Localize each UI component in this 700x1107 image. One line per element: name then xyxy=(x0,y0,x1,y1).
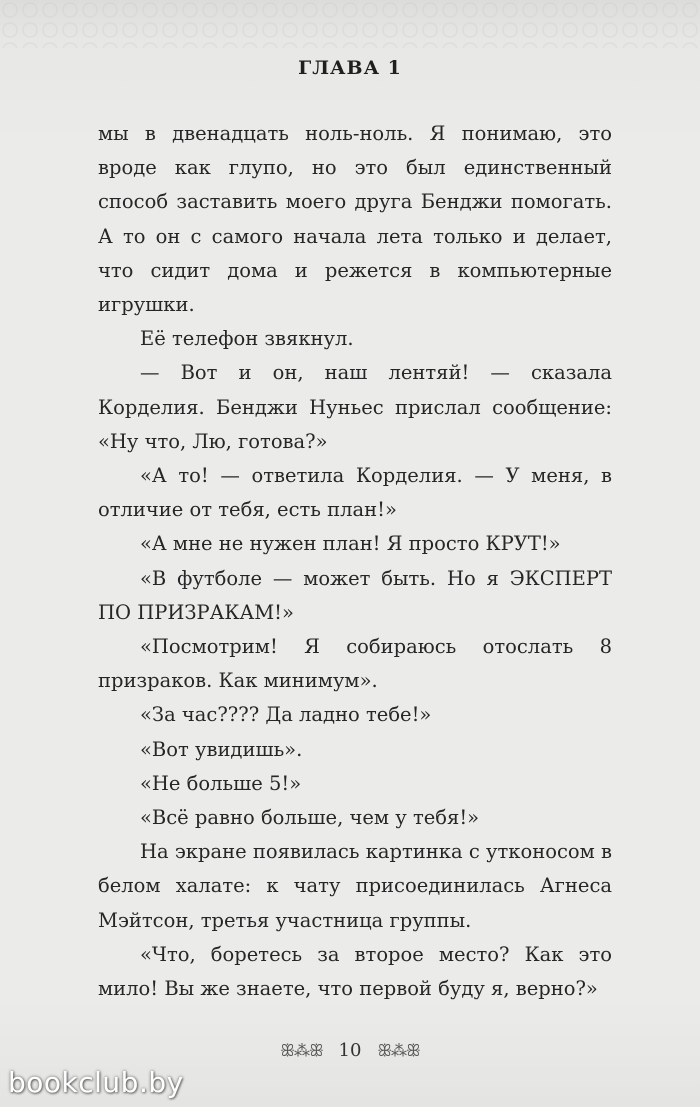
watermark-logo: bookclub.by xyxy=(8,1066,184,1099)
chapter-header: ГЛАВА 1 xyxy=(298,57,402,79)
paragraph: мы в двенадцать ноль-ноль. Я понимаю, это вроде как глупо, но это был единственный способ заставить моего друга Бенджи помогать. А то он с самого начала лета только и делает, что сидит дома и режется в компьютерные игрушки. xyxy=(98,122,612,317)
footer-ornament-right-icon: ꕥ⁂ꕥ xyxy=(377,1041,420,1060)
paragraph: Её телефон звякнул. xyxy=(140,327,354,351)
paragraph: «Не больше 5!» xyxy=(140,771,302,795)
page-footer xyxy=(0,1040,700,1061)
paragraph: «Посмотрим! Я собираюсь отослать 8 призраков. Как минимум». xyxy=(98,635,612,693)
footer-ornament-left-icon: ꕥ⁂ꕥ xyxy=(280,1041,323,1060)
paragraph: — Вот и он, наш лентяй! — сказала Корделия. Бенджи Нуньес прислал сообщение: «Ну что, Лю, готова?» xyxy=(98,361,612,453)
paragraph: «В футболе — может быть. Но я ЭКСПЕРТ ПО ПРИЗРАКАМ!» xyxy=(98,566,612,624)
top-ornament-pattern xyxy=(0,0,700,48)
paragraph: «За час???? Да ладно тебе!» xyxy=(140,703,432,727)
paragraph: «Что, боретесь за второе место? Как это мило! Вы же знаете, что первой буду я, верно?» xyxy=(98,942,612,1001)
paragraph: «Вот увидишь». xyxy=(140,737,303,761)
paragraph: «А мне не нужен план! Я просто КРУТ!» xyxy=(140,532,561,556)
paragraph: «Всё равно больше, чем у тебя!» xyxy=(140,806,480,830)
page-text xyxy=(98,117,612,1006)
paragraph: «А то! — ответила Корделия. — У меня, в отличие от тебя, есть план!» xyxy=(98,464,612,522)
paragraph: На экране появилась картинка с утконосом в белом халате: к чату присоединилась Агнеса Мэйтсон, третья участница группы. xyxy=(98,840,612,932)
page-number: 10 xyxy=(338,1040,362,1061)
